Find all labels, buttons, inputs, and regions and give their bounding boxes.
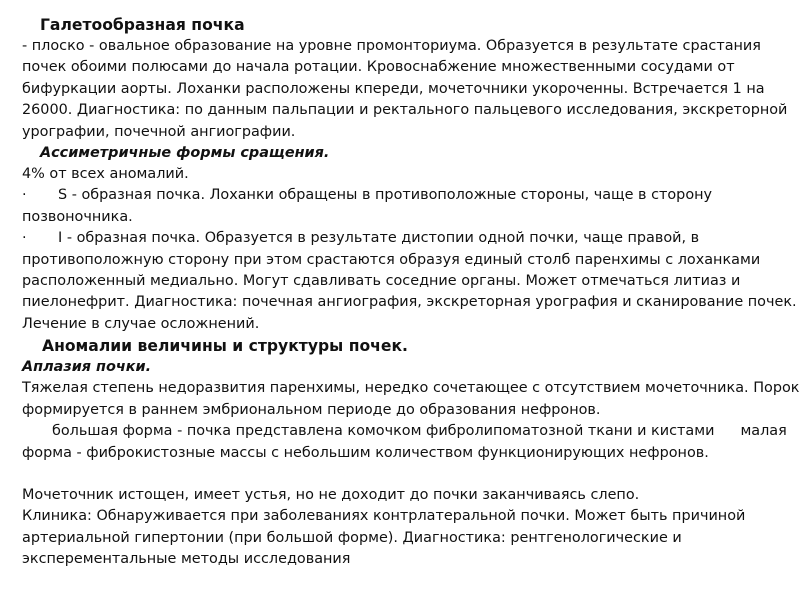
paragraph-line: 26000. Диагностика: по данным пальпации и ректального пальцевого исследования, экскреторной [22,102,788,119]
paragraph-line: эксперементальные методы исследования [22,551,351,568]
section-title-anomalies: Аномалии величины и структуры почек. [42,337,408,356]
large-form-text: большая форма - почка представлена комочком фибролипоматозной ткани и кистами [52,423,715,440]
paragraph-line: бифуркации аорты. Лоханки расположены кпереди, мочеточники укороченны. Встречается 1 на [22,80,765,97]
bullet-mark: · [22,230,27,247]
bullet-item-s-kidney [22,185,786,206]
bullet-text: I - образная почка. Образуется в результате дистопии одной почки, чаще правой, в [58,230,700,247]
bullet-mark: · [22,187,27,204]
paragraph-line: Тяжелая степень недоразвития паренхимы, нередко сочетающее с отсутствием мочеточника. Порок [22,380,800,397]
paragraph-line: урографии, почечной ангиографии. [22,123,296,140]
paragraph-line: Лечение в случае осложнений. [22,315,260,332]
paragraph-line: расположенный медиально. Могут сдавливать соседние органы. Может отмечаться литиаз и [22,273,741,290]
paragraph-line: позвоночника. [22,208,133,225]
paragraph-line: пиелонефрит. Диагностика: почечная ангиография, экскреторная урография и сканирование почек. [22,294,797,311]
paragraph-line: - плоско - овальное образование на уровне промонториума. Образуется в результате срастания [22,38,761,54]
bullet-text: S - образная почка. Лоханки обращены в противоположные стороны, чаще в сторону [58,187,713,204]
section-title-galetoobraznaya: Галетообразная почка [40,16,245,34]
paragraph-line: артериальной гипертонии (при большой форме). Диагностика: рентгенологические и [22,529,682,546]
blank-line [22,464,786,485]
paragraph-line: 4% от всех аномалий. [22,166,189,183]
forms-line [22,421,786,442]
bullet-item-i-kidney [22,228,786,249]
paragraph-line: почек обоими полюсами до начала ротации. Кровоснабжение множественными сосудами от [22,59,735,76]
paragraph-line: формируется в раннем эмбриональном периоде до образования нефронов. [22,401,601,418]
small-form-lead: малая [740,423,787,440]
paragraph-line: Мочеточник истощен, имеет устья, но не доходит до почки заканчиваясь слепо. [22,486,640,503]
paragraph-line: противоположную сторону при этом срастаются образуя единый столб паренхимы с лоханками [22,251,761,268]
paragraph-line: форма - фиброкистозные массы с небольшим количеством функционирующих нефронов. [22,444,709,461]
subsection-title-aplasia: Аплазия почки. [22,359,152,376]
section-title-asymmetric: Ассиметричные формы сращения. [40,145,330,162]
paragraph-line: Клиника: Обнаруживается при заболеваниях контрлатеральной почки. Может быть причиной [22,508,746,525]
